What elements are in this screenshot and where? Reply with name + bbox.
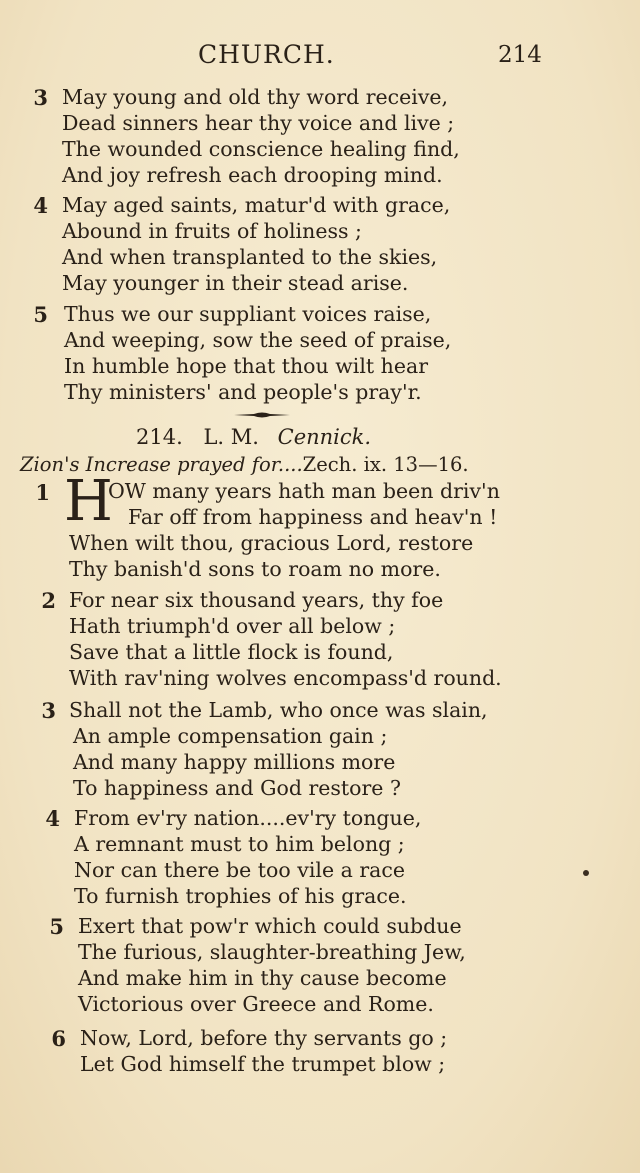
- page-number: 214: [498, 42, 542, 68]
- verse-line: And weeping, sow the seed of praise,: [64, 328, 452, 352]
- verse-line: In humble hope that thou wilt hear: [64, 354, 428, 378]
- verse-line: With rav'ning wolves encompass'd round.: [69, 666, 502, 690]
- verse-number: 3: [33, 85, 48, 110]
- verse-line: Shall not the Lamb, who once was slain,: [69, 698, 488, 722]
- ornament-rule-icon: [234, 410, 290, 420]
- drop-capital: H: [64, 469, 113, 534]
- verse-number: 3: [41, 698, 56, 723]
- verse-line: And many happy millions more: [73, 750, 396, 774]
- verse-line: Save that a little flock is found,: [69, 640, 394, 664]
- hymn-number: 214.: [136, 425, 183, 449]
- verse-line: And joy refresh each drooping mind.: [62, 163, 443, 187]
- verse-line: An ample compensation gain ;: [73, 724, 388, 748]
- hymn-subtitle-title: Zion's Increase prayed for....: [20, 453, 303, 476]
- hymn-author: Cennick.: [277, 425, 372, 449]
- verse-number: 5: [33, 302, 48, 327]
- running-title: CHURCH.: [198, 40, 335, 69]
- verse-line: Nor can there be too vile a race: [74, 858, 405, 882]
- running-head: [0, 40, 640, 80]
- verse-line: Dead sinners hear thy voice and live ;: [62, 111, 455, 135]
- verse-line: Hath triumph'd over all below ;: [69, 614, 396, 638]
- verse-line: Thy banish'd sons to roam no more.: [69, 557, 441, 581]
- hymn-heading: [136, 425, 371, 449]
- verse-number: 2: [41, 588, 56, 613]
- verse-line: Thy ministers' and people's pray'r.: [64, 380, 422, 404]
- verse-number: 4: [33, 193, 48, 218]
- verse-line: Victorious over Greece and Rome.: [78, 992, 434, 1016]
- verse-line: Thus we our suppliant voices raise,: [64, 302, 432, 326]
- verse-line: Far off from happiness and heav'n !: [128, 505, 498, 529]
- verse-line: From ev'ry nation....ev'ry tongue,: [74, 806, 422, 830]
- verse-line: OW many years hath man been driv'n: [108, 479, 500, 503]
- verse-line: To furnish trophies of his grace.: [74, 884, 407, 908]
- verse-number: 5: [49, 914, 64, 939]
- verse-number: 6: [51, 1026, 66, 1051]
- verse-line: For near six thousand years, thy foe: [69, 588, 444, 612]
- verse-line: The furious, slaughter-breathing Jew,: [78, 940, 466, 964]
- verse-line: Exert that pow'r which could subdue: [78, 914, 462, 938]
- verse-line: The wounded conscience healing find,: [62, 137, 460, 161]
- verse-line: Abound in fruits of holiness ;: [62, 219, 362, 243]
- verse-line: And when transplanted to the skies,: [62, 245, 438, 269]
- verse-line: A remnant must to him belong ;: [74, 832, 405, 856]
- ink-speck: [583, 870, 589, 876]
- verse-line: May young and old thy word receive,: [62, 85, 449, 109]
- verse-line: And make him in thy cause become: [78, 966, 447, 990]
- verse-line: When wilt thou, gracious Lord, restore: [69, 531, 474, 555]
- verse-number: 1: [35, 480, 50, 505]
- verse-line: May aged saints, matur'd with grace,: [62, 193, 451, 217]
- hymn-meter: L. M.: [203, 425, 259, 449]
- verse-line: Let God himself the trumpet blow ;: [80, 1052, 446, 1076]
- verse-line: May younger in their stead arise.: [62, 271, 409, 295]
- verse-line: To happiness and God restore ?: [73, 776, 401, 800]
- verse-line: Now, Lord, before thy servants go ;: [80, 1026, 448, 1050]
- verse-number: 4: [45, 806, 60, 831]
- hymn-scripture-ref: Zech. ix. 13—16.: [302, 453, 469, 476]
